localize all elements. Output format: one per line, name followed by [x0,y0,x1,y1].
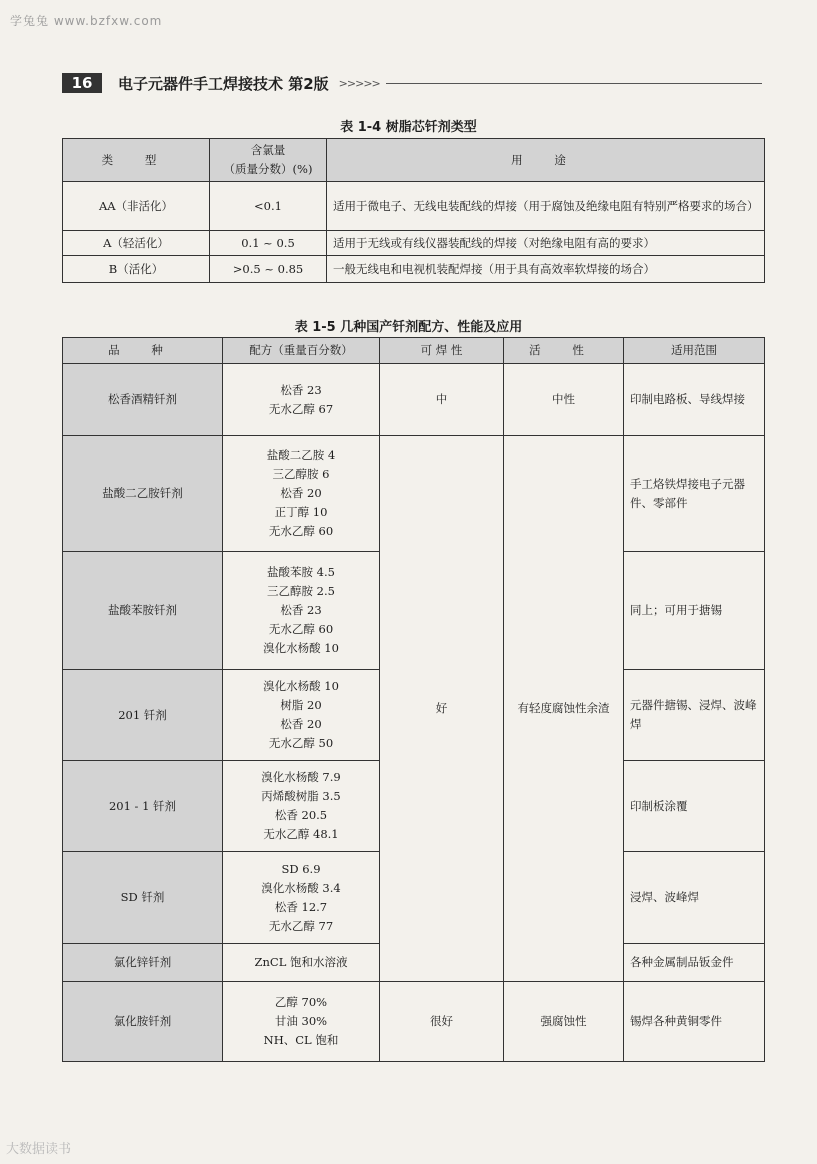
table2-cell-variety: SD 钎剂 [63,852,223,944]
table1-cell-chlorine: 0.1 ~ 0.5 [210,231,327,256]
formula-line: 松香 20 [280,486,322,500]
table2-cell-formula [223,670,380,761]
formula-line: 松香 20.5 [274,808,328,822]
formula-line: 松香 23 [280,603,322,617]
watermark-bottom: 大数据读书 [6,1142,72,1157]
table2-cell-formula [223,982,380,1062]
table2-cell-weldability-merged: 好 [380,436,504,982]
table1-header-use: 用 途 [327,139,765,182]
formula-line: 乙醇 70% [274,995,328,1009]
table1-cell-chlorine: <0.1 [210,182,327,231]
formula-line: 无水乙醇 77 [268,918,334,933]
formula-line: 三乙醇胺 6 [272,467,330,481]
formula-line: 无水乙醇 50 [268,736,334,750]
formula-line: 无水乙醇 48.1 [263,827,339,841]
table2-cell-scope: 同上；可用于搪锡 [624,552,765,670]
table1-header-chlorine-line2: （质量分数）(%) [223,162,313,176]
table2-cell-scope: 手工烙铁焊接电子元器件、零部件 [624,436,765,552]
table1-header-chlorine-line1: 含氯量 [250,143,286,157]
table2 [62,337,765,1062]
book-title: 电子元器件手工焊接技术 第2版 [118,74,329,93]
table2-cell-variety: 201 钎剂 [63,670,223,761]
table1-cell-use: 适用于微电子、无线电装配线的焊接（用于腐蚀及绝缘电阻有特别严格要求的场合） [327,182,765,231]
formula-line: 溴化水杨酸 3.4 [261,880,341,895]
table2-cell-variety: 盐酸苯胺钎剂 [63,552,223,670]
formula-line: 溴化水杨酸 7.9 [261,770,341,784]
formula-line: 丙烯酸树脂 3.5 [261,789,341,803]
table2-cell-variety: 氯化胺钎剂 [63,982,223,1062]
table-row [63,231,765,256]
formula-line: 三乙醇胺 2.5 [267,584,335,598]
formula-line: 松香 23 [280,382,322,397]
header-rule [386,83,762,84]
page-number: 16 [62,73,102,93]
table2-cell-scope: 浸焊、波峰焊 [624,852,765,944]
table2-cell-variety: 201 - 1 钎剂 [63,761,223,852]
table1-cell-type: A（轻活化） [63,231,210,256]
table2-header-formula: 配方（重量百分数） [223,338,380,364]
table2-header-scope: 适用范围 [624,338,765,364]
table2-cell-variety: 松香酒精钎剂 [63,364,223,436]
table-row [63,182,765,231]
table2-cell-scope: 各种金属制品钣金件 [624,944,765,982]
table2-header-variety: 品 种 [63,338,223,364]
table2-cell-variety: 氯化锌钎剂 [63,944,223,982]
table2-cell-variety: 盐酸二乙胺钎剂 [63,436,223,552]
table1-cell-use: 一般无线电和电视机装配焊接（用于具有高效率软焊接的场合） [327,256,765,283]
formula-line: 溴化水杨酸 10 [263,679,339,693]
formula-line: 溴化水杨酸 10 [263,641,339,655]
formula-line: 树脂 20 [280,698,322,712]
table1-cell-chlorine: >0.5 ~ 0.85 [210,256,327,283]
formula-line: 盐酸苯胺 4.5 [267,565,335,579]
table-row [63,256,765,283]
table1-header-chlorine [210,139,327,182]
table1-cell-use: 适用于无线或有线仪器装配线的焊接（对绝缘电阻有高的要求） [327,231,765,256]
formula-line: NH、CL 饱和 [263,1033,339,1047]
table-row [63,436,765,552]
table-row [63,982,765,1062]
table2-cell-formula [223,761,380,852]
formula-line: 无水乙醇 60 [268,524,334,538]
formula-line: 无水乙醇 60 [268,622,334,636]
table2-cell-activity: 中性 [504,364,624,436]
table2-header-weldability: 可 焊 性 [380,338,504,364]
table2-header-activity: 活 性 [504,338,624,364]
table2-cell-activity: 强腐蚀性 [504,982,624,1062]
table-row [63,364,765,436]
table2-cell-scope: 印制板涂覆 [624,761,765,852]
table2-cell-scope: 锡焊各种黄铜零件 [624,982,765,1062]
table1-cell-type: AA（非活化） [63,182,210,231]
table2-cell-formula [223,364,380,436]
header-arrows: >>>>> [338,76,380,90]
table1-cell-type: B（活化） [63,256,210,283]
table1-caption: 表 1-4 树脂芯钎剂类型 [340,120,477,135]
table2-cell-formula [223,852,380,944]
formula-line: 盐酸二乙胺 4 [266,448,336,462]
table2-cell-scope: 元器件搪锡、浸焊、波峰焊 [624,670,765,761]
table2-cell-weldability: 很好 [380,982,504,1062]
formula-line: 甘油 30% [274,1014,328,1028]
table1 [62,138,765,283]
table2-cell-activity-merged: 有轻度腐蚀性余渣 [504,436,624,982]
formula-line: 正丁醇 10 [274,505,328,519]
table2-cell-scope: 印制电路板、导线焊接 [624,364,765,436]
table2-cell-weldability: 中 [380,364,504,436]
table2-cell-formula: ZnCL 饱和水溶液 [223,944,380,982]
table2-cell-formula [223,436,380,552]
table1-header-type: 类 型 [63,139,210,182]
formula-line: 松香 12.7 [274,899,328,914]
page-header [62,72,762,94]
table2-cell-formula [223,552,380,670]
formula-line: SD 6.9 [281,861,321,876]
table2-caption: 表 1-5 几种国产钎剂配方、性能及应用 [294,320,523,335]
watermark-top: 学兔兔 www.bzfxw.com [10,14,163,28]
formula-line: 无水乙醇 67 [268,401,334,416]
formula-line: 松香 20 [280,717,322,731]
